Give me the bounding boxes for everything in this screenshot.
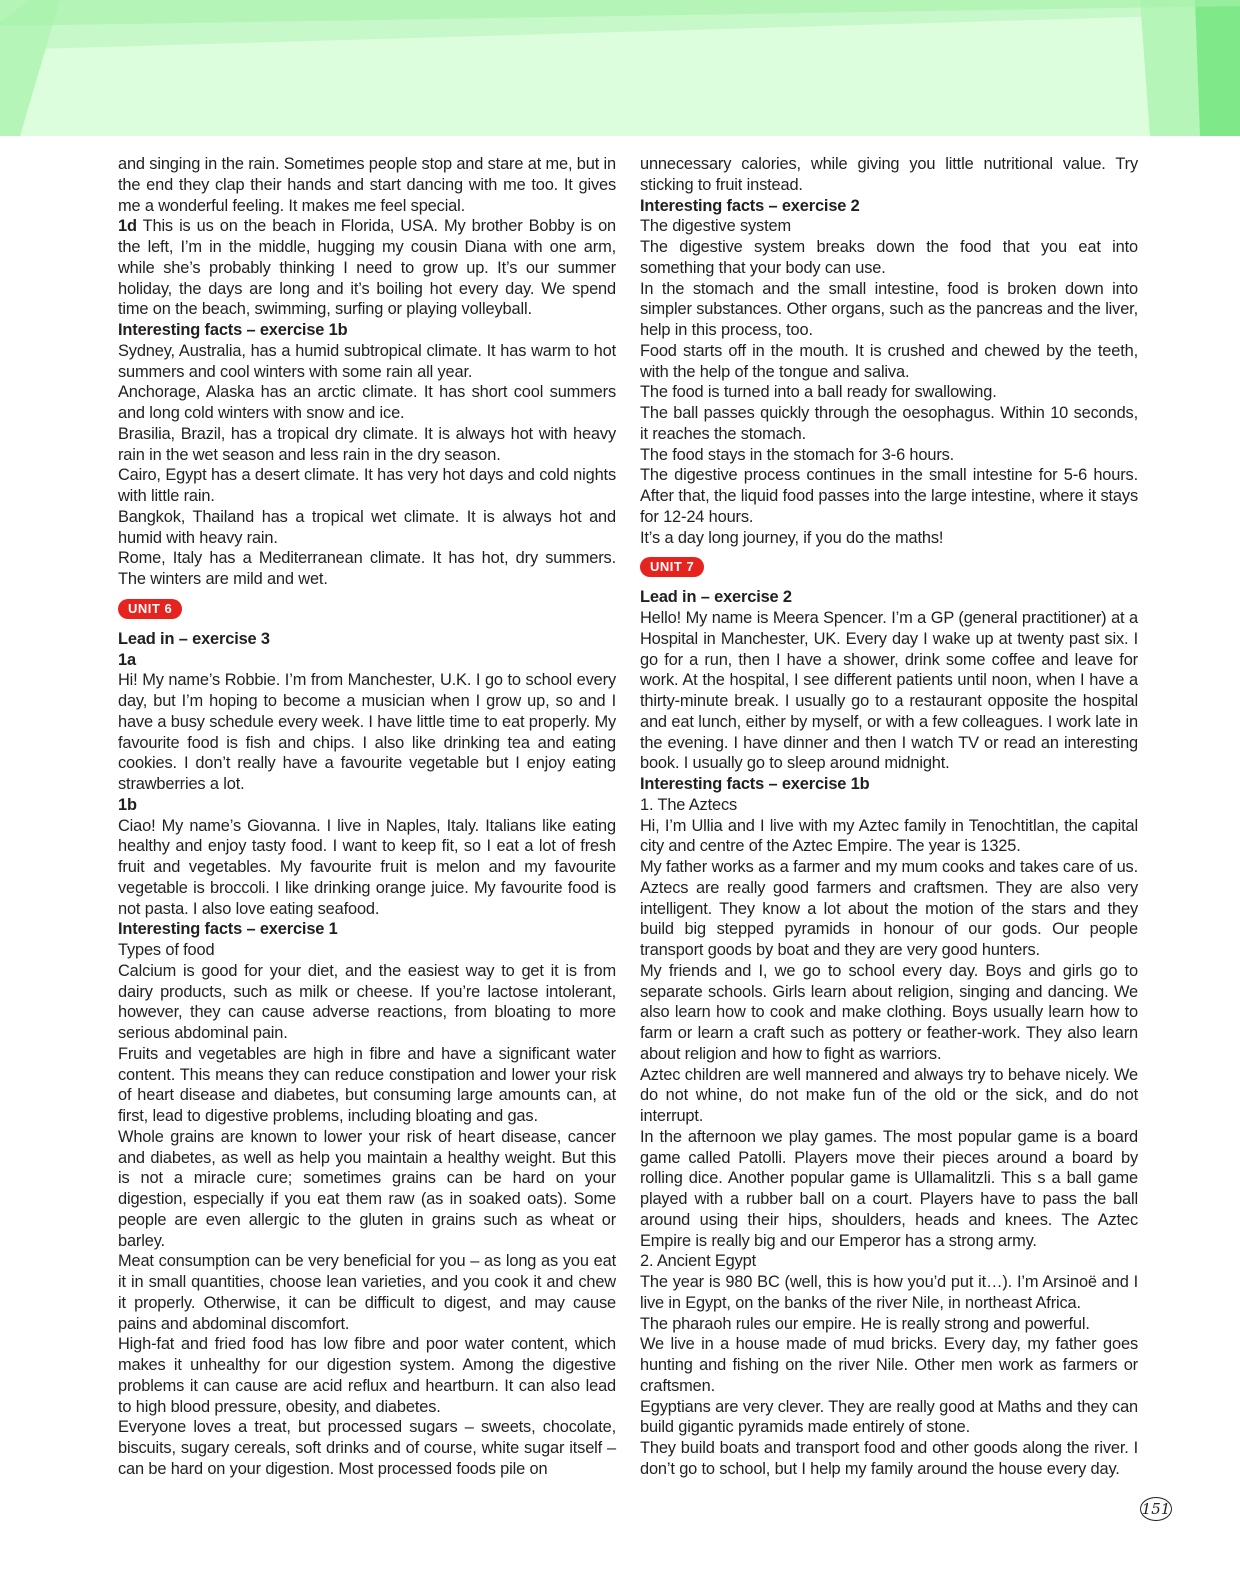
paragraph: Meat consumption can be very beneficial for you – as long as you eat it in small quantities, choose lean varieties, and you cook it and chew it properly. Otherwise, it can be difficult to digest, and may cause pains and abdominal discomfort. [118, 1252, 616, 1333]
paragraph: Calcium is good for your diet, and the easiest way to get it is from dairy products, such as milk or cheese. If you’re lactose intolerant, however, they can cause adverse reactions, from bloating to more serious abdominal pain. [118, 961, 616, 1042]
paragraph: Hi, I’m Ullia and I live with my Aztec family in Tenochtitlan, the capital city and centre of the Aztec Empire. The year is 1325. [640, 816, 1138, 856]
section-heading: Interesting facts – exercise 2 [640, 196, 860, 215]
paragraph: Brasilia, Brazil, has a tropical dry climate. It is always hot with heavy rain in the wet season and less rain in the dry season. [118, 424, 616, 464]
paragraph-title: 2. Ancient Egypt [640, 1252, 757, 1271]
paragraph: Egyptians are very clever. They are really good at Maths and they can build gigantic pyramids made entirely of stone. [640, 1397, 1138, 1437]
paragraph-title: The digestive system [640, 217, 791, 236]
paragraph-text: This is us on the beach in Florida, USA. My brother Bobby is on the left, I’m in the middle, hugging my cousin Diana with one arm, while she’s probably thinking I need to grow up. It’s our summer holiday, the days are long and it’s boiling hot every day. We spend time on the beach, swimming, surfing or playing volleyball. [118, 217, 616, 319]
paragraph: The food stays in the stomach for 3-6 hours. [640, 445, 955, 464]
paragraph: Cairo, Egypt has a desert climate. It has very hot days and cold nights with little rain. [118, 466, 616, 505]
left-column [118, 154, 616, 1480]
paragraph [118, 216, 616, 320]
page-number: 151 [1140, 1497, 1172, 1521]
paragraph: Aztec children are well mannered and always try to behave nicely. We do not whine, do not make fun of the old or the sick, and do not interrupt. [640, 1065, 1138, 1125]
paragraph: Hi! My name’s Robbie. I’m from Manchester, U.K. I go to school every day, but I’m hoping to become a musician when I grow up, so and I have a busy schedule every week. I have little time to eat properly. My favourite food is fish and chips. I also like drinking tea and eating cookies. I don’t really have a favourite vegetable but I enjoy eating strawberries a lot. [118, 671, 616, 793]
paragraph: Whole grains are known to lower your risk of heart disease, cancer and diabetes, as well as help you maintain a healthy weight. But this is not a miracle cure; sometimes grains can be hard on your digestion, especially if you eat them raw (as in soaked oats). Some people are even allergic to the gluten in grains such as wheat or barley. [118, 1127, 616, 1250]
paragraph: In the afternoon we play games. The most popular game is a board game called Patolli. Players move their pieces around a board by rolling dice. Another popular game is Ullamalitzli. This s a ball game played with a rubber ball on a court. Players have to pass the ball around using their hips, shoulders, heads and knees. The Aztec Empire is really big and our Emperor has a strong army. [640, 1127, 1138, 1250]
paragraph: Anchorage, Alaska has an arctic climate. It has short cool summers and long cold winters with snow and ice. [118, 383, 616, 422]
unit-badge: UNIT 6 [118, 599, 182, 619]
subsection-heading: 1b [118, 795, 137, 814]
section-heading: Interesting facts – exercise 1b [118, 321, 348, 339]
paragraph: Everyone loves a treat, but processed sugars – sweets, chocolate, biscuits, sugary cereals, soft drinks and of course, white sugar itself – can be hard on your digestion. Most processed foods pile on [118, 1418, 616, 1478]
header-banner [0, 0, 1240, 136]
paragraph: My father works as a farmer and my mum cooks and takes care of us. Aztecs are really good farmers and craftsmen. They are also very intelligent. They know a lot about the motion of the stars and they build big stepped pyramids in honour of our gods. Our people transport goods by boat and they are very good hunters. [640, 858, 1138, 959]
paragraph: unnecessary calories, while giving you little nutritional value. Try sticking to fruit instead. [640, 155, 1138, 194]
paragraph: Food starts off in the mouth. It is crushed and chewed by the teeth, with the help of the tongue and saliva. [640, 341, 1138, 381]
paragraph: Bangkok, Thailand has a tropical wet climate. It is always hot and humid with heavy rain. [118, 507, 616, 547]
section-heading: Lead in – exercise 3 [118, 629, 270, 648]
paragraph-title: Types of food [118, 941, 215, 959]
paragraph-title: 1. The Aztecs [640, 795, 738, 814]
paragraph: Sydney, Australia, has a humid subtropical climate. It has warm to hot summers and cool winters with some rain all year. [118, 341, 616, 381]
paragraph: In the stomach and the small intestine, food is broken down into simpler substances. Other organs, such as the pancreas and the liver, help in this process, too. [640, 279, 1138, 339]
unit-badge: UNIT 7 [640, 557, 704, 577]
paragraph: High-fat and fried food has low fibre and poor water content, which makes it unhealthy for our digestion system. Among the digestive problems it can cause are acid reflux and heartburn. It can also lead to high blood pressure, obesity, and diabetes. [118, 1335, 616, 1416]
paragraph: The digestive process continues in the small intestine for 5-6 hours. After that, the liquid food passes into the large intestine, where it stays for 12-24 hours. [640, 466, 1138, 526]
subsection-heading: 1a [118, 650, 136, 669]
paragraph: Fruits and vegetables are high in fibre and have a significant water content. This means they can reduce constipation and lower your risk of heart disease and diabetes, but consuming large amounts can, at first, lead to digestive problems, including bloating and gas. [118, 1044, 616, 1125]
section-heading: Interesting facts – exercise 1 [118, 920, 338, 939]
paragraph: The pharaoh rules our empire. He is really strong and powerful. [640, 1314, 1090, 1333]
paragraph: Hello! My name is Meera Spencer. I’m a GP (general practitioner) at a Hospital in Manchester, UK. Every day I wake up at twenty past six. I go for a run, then I have a shower, drink some coffee and leave for work. At the hospital, I see different patients until noon, when I have a thirty-minute break. I usually go to a restaurant opposite the hospital and eat lunch, either by myself, or with a few colleagues. I work late in the evening. I have dinner and then I watch TV or read an interesting book. I usually go to sleep around midnight. [640, 609, 1138, 773]
paragraph: They build boats and transport food and other goods along the river. I don’t go to school, but I help my family around the house every day. [640, 1439, 1138, 1478]
paragraph: and singing in the rain. Sometimes people stop and stare at me, but in the end they clap their hands and start dancing with me too. It gives me a wonderful feeling. It makes me feel special. [118, 155, 616, 215]
paragraph: Ciao! My name’s Giovanna. I live in Naples, Italy. Italians like eating healthy and enjoy tasty food. I want to keep fit, so I eat a lot of fresh fruit and vegetables. My favourite fruit is melon and my favourite vegetable is broccoli. I like drinking orange juice. My favourite food is not pasta. I also love eating seafood. [118, 816, 616, 918]
section-heading: Interesting facts – exercise 1b [640, 775, 870, 793]
paragraph: Rome, Italy has a Mediterranean climate. It has hot, dry summers. The winters are mild and wet. [118, 549, 616, 588]
banner-graphic [0, 0, 1240, 136]
paragraph: It’s a day long journey, if you do the maths! [640, 528, 944, 547]
right-column [640, 154, 1138, 1480]
paragraph: The digestive system breaks down the food that you eat into something that your body can use. [640, 238, 1138, 277]
paragraph: The ball passes quickly through the oesophagus. Within 10 seconds, it reaches the stomach. [640, 404, 1138, 443]
section-heading: Lead in – exercise 2 [640, 588, 792, 607]
paragraph: The year is 980 BC (well, this is how you’d put it…). I’m Arsinoë and I live in Egypt, on the banks of the river Nile, in northeast Africa. [640, 1273, 1138, 1312]
exercise-number: 1d [118, 217, 137, 236]
paragraph: The food is turned into a ball ready for swallowing. [640, 383, 997, 402]
paragraph: We live in a house made of mud bricks. Every day, my father goes hunting and fishing on the river Nile. Other men work as farmers or craftsmen. [640, 1335, 1138, 1395]
paragraph: My friends and I, we go to school every day. Boys and girls go to separate schools. Girls learn about religion, singing and dancing. We also learn how to cook and make clothing. Boys usually learn how to farm or learn a craft such as pottery or feather-work. They also learn about religion and how to fight as warriors. [640, 961, 1138, 1063]
